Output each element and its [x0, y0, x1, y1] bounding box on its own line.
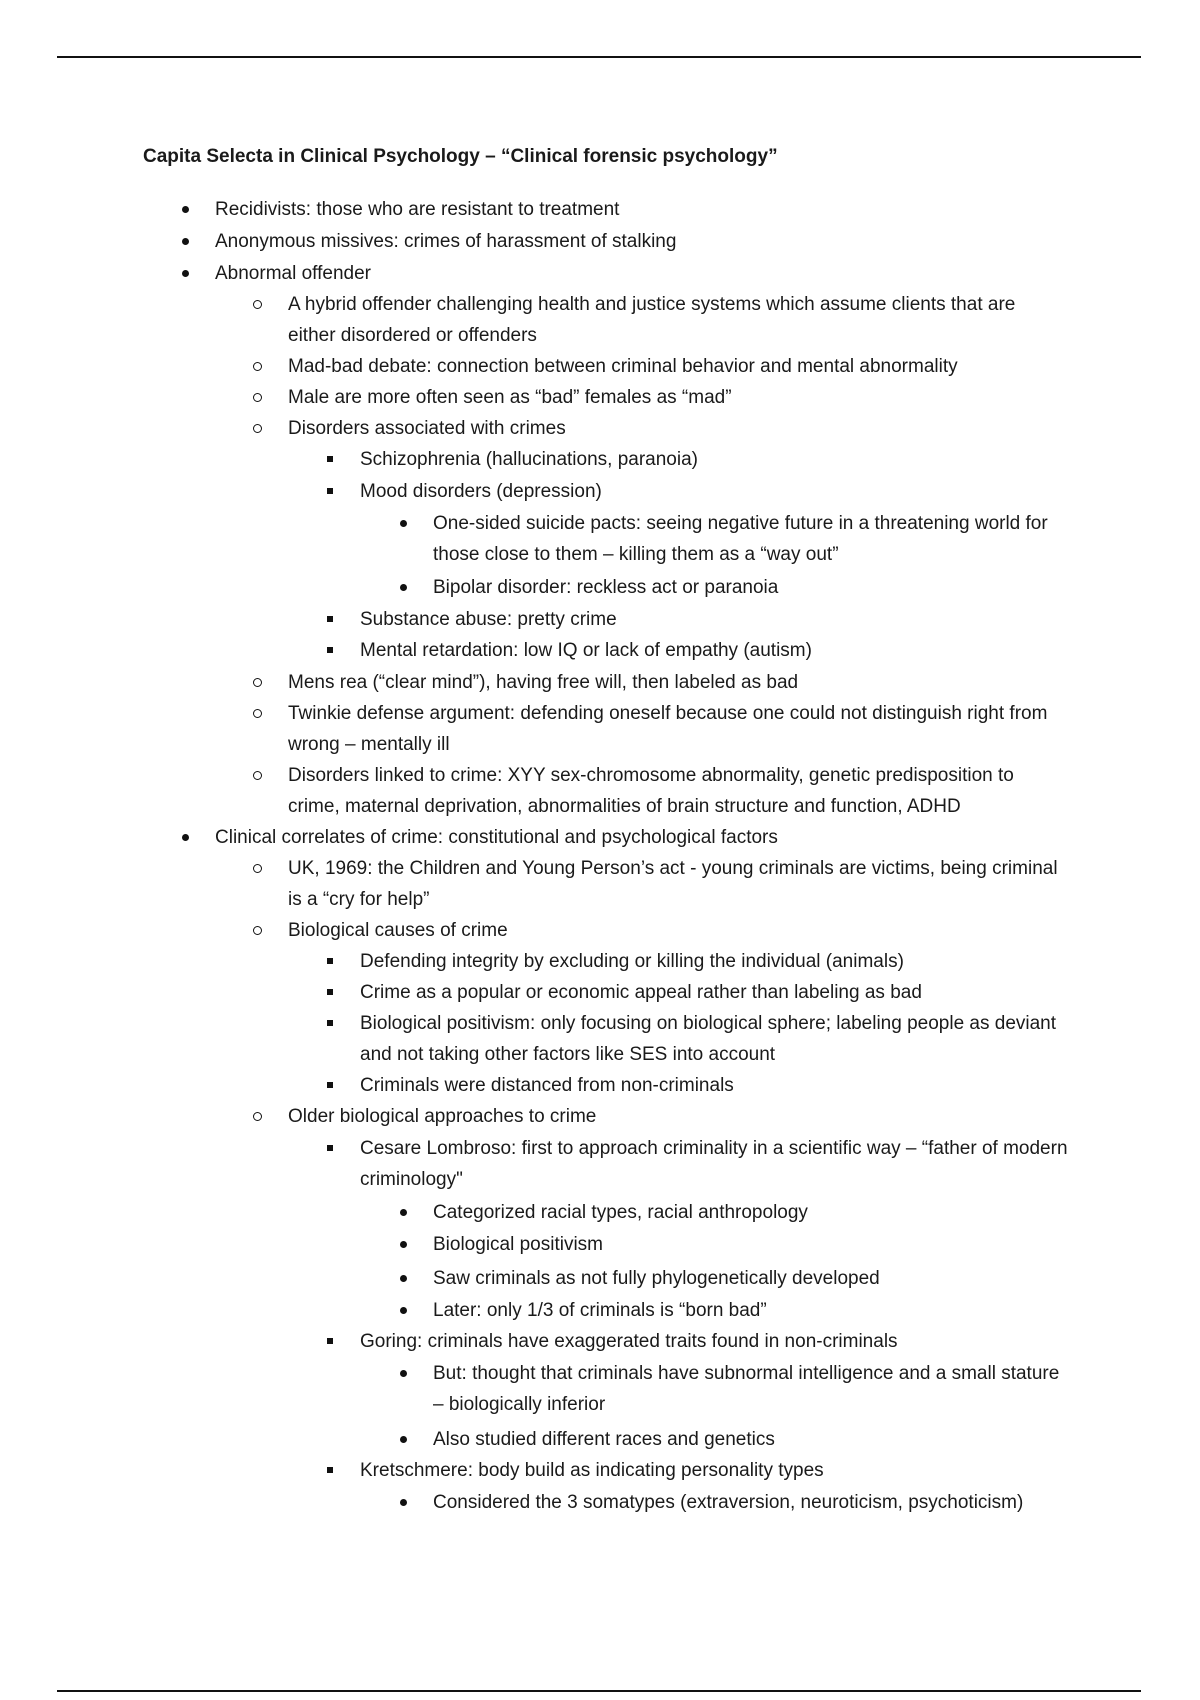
- list-item: Biological positivism: only focusing on biological sphere; labeling people as deviant and not taking other factors like SES into account: [360, 1013, 1057, 1065]
- list-item: Disorders associated with crimes: [288, 418, 566, 439]
- list-item: Older biological approaches to crime: [288, 1106, 597, 1127]
- list-item: Saw criminals as not fully phylogenetically developed: [433, 1268, 880, 1289]
- list-item: Schizophrenia (hallucinations, paranoia): [360, 449, 698, 470]
- list-item: Mad-bad debate: connection between criminal behavior and mental abnormality: [288, 356, 958, 377]
- list-item: Abnormal offender: [215, 263, 371, 284]
- list-item: Defending integrity by excluding or killing the individual (animals): [360, 951, 904, 972]
- list-item: Substance abuse: pretty crime: [360, 609, 617, 630]
- list-item: A hybrid offender challenging health and justice systems which assume clients that are either disordered or offenders: [288, 294, 1016, 346]
- list-item: Mood disorders (depression): [360, 481, 602, 502]
- bottom-rule: [57, 1690, 1141, 1692]
- list-item: Cesare Lombroso: first to approach criminality in a scientific way – “father of modern criminology": [360, 1138, 1068, 1190]
- page-title: Capita Selecta in Clinical Psychology – “Clinical forensic psychology”: [143, 146, 778, 167]
- list-item: One-sided suicide pacts: seeing negative future in a threatening world for those close to them – killing them as a “way out”: [433, 513, 1048, 565]
- list-item: Recidivists: those who are resistant to treatment: [215, 199, 620, 220]
- list-item: But: thought that criminals have subnormal intelligence and a small stature – biologically inferior: [433, 1363, 1060, 1415]
- list-item: Mens rea (“clear mind”), having free will, then labeled as bad: [288, 672, 799, 693]
- list-item: Goring: criminals have exaggerated traits found in non-criminals: [360, 1331, 898, 1352]
- list-item: Later: only 1/3 of criminals is “born bad”: [433, 1300, 767, 1321]
- list-item: Twinkie defense argument: defending oneself because one could not distinguish right from wrong – mentally ill: [288, 703, 1048, 755]
- list-item: Crime as a popular or economic appeal rather than labeling as bad: [360, 982, 922, 1003]
- list-item: Biological positivism: [433, 1234, 604, 1255]
- list-item: Anonymous missives: crimes of harassment of stalking: [215, 231, 677, 252]
- list-item: Kretschmere: body build as indicating personality types: [360, 1460, 824, 1481]
- list-item: Biological causes of crime: [288, 920, 508, 941]
- list-item: Male are more often seen as “bad” females as “mad”: [288, 387, 732, 408]
- list-item: Criminals were distanced from non-criminals: [360, 1075, 734, 1096]
- top-rule: [57, 56, 1141, 58]
- list-item: Also studied different races and genetics: [433, 1429, 775, 1450]
- list-item: Clinical correlates of crime: constitutional and psychological factors: [215, 827, 778, 848]
- list-item: Bipolar disorder: reckless act or paranoia: [433, 577, 779, 598]
- list-item: Considered the 3 somatypes (extraversion, neuroticism, psychoticism): [433, 1492, 1024, 1513]
- list-item: Mental retardation: low IQ or lack of empathy (autism): [360, 640, 812, 661]
- list-item: Categorized racial types, racial anthropology: [433, 1202, 808, 1223]
- list-item: Disorders linked to crime: XYY sex-chromosome abnormality, genetic predisposition to crime, maternal deprivation, abnormalities of brain structure and function, ADHD: [288, 765, 1014, 817]
- list-item: UK, 1969: the Children and Young Person’s act - young criminals are victims, being criminal is a “cry for help”: [288, 858, 1058, 910]
